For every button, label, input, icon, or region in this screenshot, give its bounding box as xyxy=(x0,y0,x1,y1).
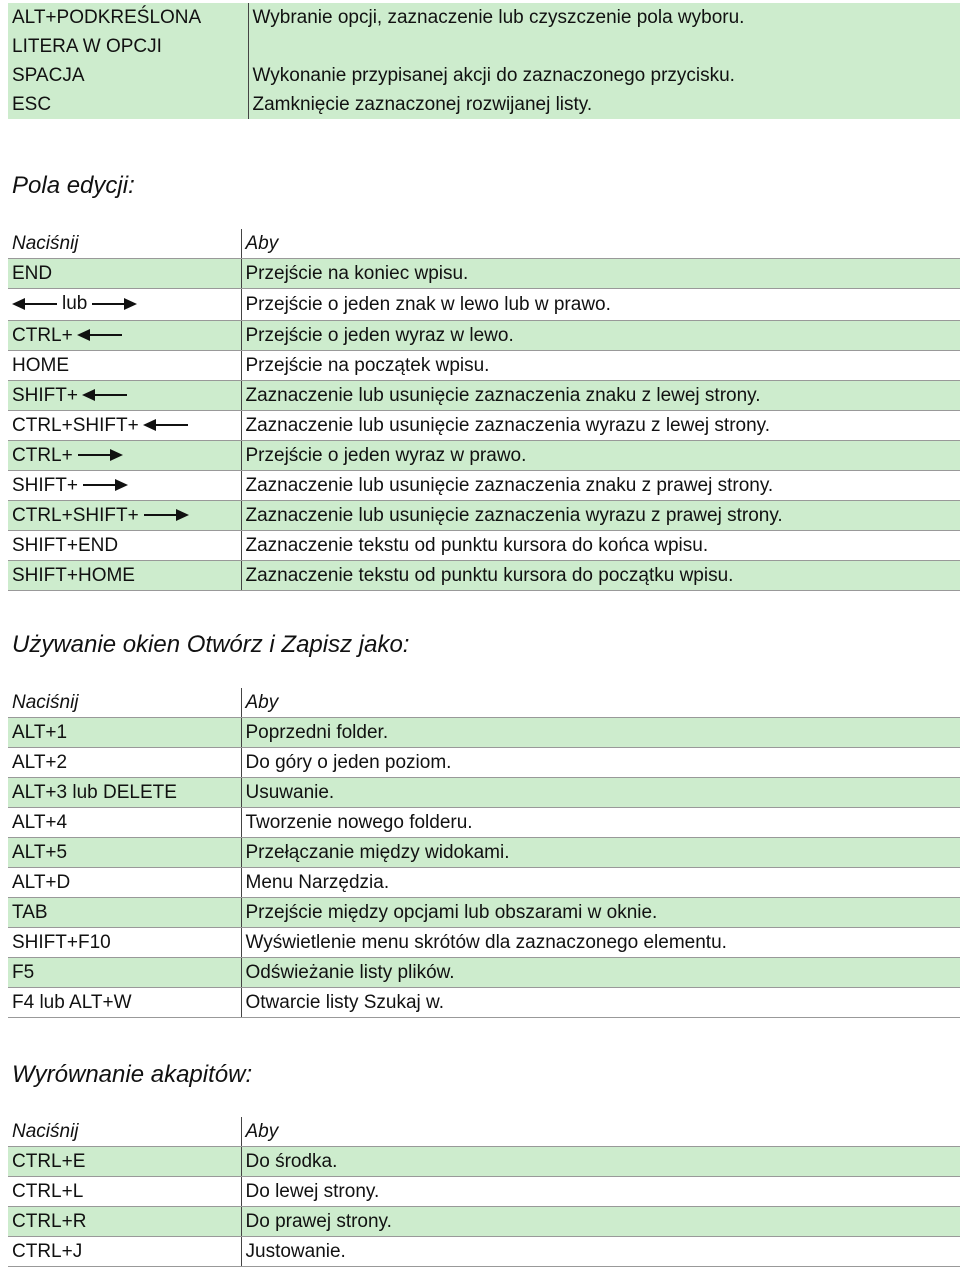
arrow-left-icon xyxy=(143,418,189,432)
table-row xyxy=(8,380,960,410)
table-header-row xyxy=(8,688,960,718)
key-cell: ALT+5 xyxy=(8,838,241,868)
table-header-row xyxy=(8,1117,960,1147)
key-cell xyxy=(8,320,241,350)
key-label: CTRL+ xyxy=(12,444,73,466)
arrow-left-icon xyxy=(82,388,128,402)
table-row xyxy=(8,898,960,928)
arrow-right-icon xyxy=(143,508,189,522)
key-cell xyxy=(8,500,241,530)
key-cell: ALT+4 xyxy=(8,808,241,838)
key-label: CTRL+SHIFT+ xyxy=(12,504,139,526)
desc-cell: Zaznaczenie lub usunięcie zaznaczenia wyrazu z prawej strony. xyxy=(241,500,960,530)
table-header-row xyxy=(8,229,960,259)
key-cell: ALT+3 lub DELETE xyxy=(8,778,241,808)
desc-cell: Do góry o jeden poziom. xyxy=(241,748,960,778)
desc-cell: Przejście o jeden znak w lewo lub w prawo. xyxy=(241,289,960,321)
key-cell: ESC xyxy=(8,90,248,119)
arrow-right-icon xyxy=(82,478,128,492)
desc-cell: Usuwanie. xyxy=(241,778,960,808)
desc-cell: Zamknięcie zaznaczonej rozwijanej listy. xyxy=(248,90,960,119)
table-row xyxy=(8,868,960,898)
key-cell: SHIFT+HOME xyxy=(8,560,241,590)
section-title-akapity: Wyrównanie akapitów: xyxy=(12,1061,253,1088)
desc-cell: Do środka. xyxy=(241,1147,960,1177)
table-row xyxy=(8,500,960,530)
table-row xyxy=(8,320,960,350)
column-header-desc: Aby xyxy=(241,1117,960,1147)
desc-cell: Przejście na koniec wpisu. xyxy=(241,259,960,289)
table-row xyxy=(8,3,960,61)
desc-cell: Zaznaczenie tekstu od punktu kursora do końca wpisu. xyxy=(241,530,960,560)
desc-cell: Przejście o jeden wyraz w lewo. xyxy=(241,320,960,350)
top-shortcut-table xyxy=(8,3,960,119)
table-row xyxy=(8,1147,960,1177)
key-label: CTRL+ xyxy=(12,324,73,346)
desc-cell: Wybranie opcji, zaznaczenie lub czyszczenie pola wyboru. xyxy=(248,3,960,61)
table-row xyxy=(8,778,960,808)
table-row xyxy=(8,1177,960,1207)
key-cell: SPACJA xyxy=(8,61,248,90)
table-row xyxy=(8,1207,960,1237)
akapity-shortcut-table xyxy=(8,1117,960,1267)
table-row xyxy=(8,838,960,868)
desc-cell: Tworzenie nowego folderu. xyxy=(241,808,960,838)
table-row xyxy=(8,350,960,380)
key-cell: CTRL+L xyxy=(8,1177,241,1207)
desc-cell: Otwarcie listy Szukaj w. xyxy=(241,988,960,1018)
key-cell xyxy=(8,380,241,410)
desc-cell: Zaznaczenie lub usunięcie zaznaczenia znaku z lewej strony. xyxy=(241,380,960,410)
column-header-key: Naciśnij xyxy=(8,1117,241,1147)
desc-cell: Menu Narzędzia. xyxy=(241,868,960,898)
desc-cell: Zaznaczenie tekstu od punktu kursora do początku wpisu. xyxy=(241,560,960,590)
table-row xyxy=(8,90,960,119)
table-row xyxy=(8,748,960,778)
desc-cell: Przejście między opcjami lub obszarami w oknie. xyxy=(241,898,960,928)
table-row xyxy=(8,808,960,838)
key-cell xyxy=(8,410,241,440)
key-cell: F4 lub ALT+W xyxy=(8,988,241,1018)
key-cell: SHIFT+END xyxy=(8,530,241,560)
key-cell: CTRL+R xyxy=(8,1207,241,1237)
table-row xyxy=(8,1237,960,1267)
section-title-pola: Pola edycji: xyxy=(12,172,135,199)
key-line: LITERA W OPCJI xyxy=(12,36,162,57)
key-cell xyxy=(8,3,248,61)
key-cell: TAB xyxy=(8,898,241,928)
section-title-okna: Używanie okien Otwórz i Zapisz jako: xyxy=(12,631,410,658)
key-cell: ALT+1 xyxy=(8,718,241,748)
arrow-left-icon xyxy=(77,328,123,342)
desc-cell: Poprzedni folder. xyxy=(241,718,960,748)
desc-cell: Zaznaczenie lub usunięcie zaznaczenia wyrazu z lewej strony. xyxy=(241,410,960,440)
desc-cell: Zaznaczenie lub usunięcie zaznaczenia znaku z prawej strony. xyxy=(241,470,960,500)
key-line: ALT+PODKREŚLONA xyxy=(12,7,202,28)
key-cell xyxy=(8,470,241,500)
okna-shortcut-table xyxy=(8,688,960,1018)
key-cell: CTRL+J xyxy=(8,1237,241,1267)
desc-cell: Wyświetlenie menu skrótów dla zaznaczonego elementu. xyxy=(241,928,960,958)
key-cell: HOME xyxy=(8,350,241,380)
table-row xyxy=(8,289,960,321)
key-cell xyxy=(8,289,241,321)
key-label: SHIFT+ xyxy=(12,474,78,496)
table-row xyxy=(8,560,960,590)
desc-cell: Przełączanie między widokami. xyxy=(241,838,960,868)
desc-cell: Justowanie. xyxy=(241,1237,960,1267)
key-cell xyxy=(8,440,241,470)
key-label: CTRL+SHIFT+ xyxy=(12,414,139,436)
column-header-desc: Aby xyxy=(241,229,960,259)
key-cell: ALT+2 xyxy=(8,748,241,778)
desc-cell: Przejście o jeden wyraz w prawo. xyxy=(241,440,960,470)
key-cell: END xyxy=(8,259,241,289)
table-row xyxy=(8,61,960,90)
table-row xyxy=(8,718,960,748)
pola-shortcut-table xyxy=(8,229,960,591)
key-cell: ALT+D xyxy=(8,868,241,898)
arrow-left-icon xyxy=(12,297,58,311)
desc-cell: Do prawej strony. xyxy=(241,1207,960,1237)
key-label: SHIFT+ xyxy=(12,384,78,406)
desc-cell: Do lewej strony. xyxy=(241,1177,960,1207)
table-row xyxy=(8,958,960,988)
table-row xyxy=(8,410,960,440)
table-row xyxy=(8,470,960,500)
table-row xyxy=(8,259,960,289)
column-header-key: Naciśnij xyxy=(8,688,241,718)
table-row xyxy=(8,988,960,1018)
column-header-key: Naciśnij xyxy=(8,229,241,259)
desc-cell: Wykonanie przypisanej akcji do zaznaczonego przycisku. xyxy=(248,61,960,90)
table-row xyxy=(8,928,960,958)
key-cell: CTRL+E xyxy=(8,1147,241,1177)
key-cell: SHIFT+F10 xyxy=(8,928,241,958)
arrow-right-icon xyxy=(77,448,123,462)
arrow-right-icon xyxy=(91,297,137,311)
table-row xyxy=(8,440,960,470)
desc-cell: Odświeżanie listy plików. xyxy=(241,958,960,988)
column-header-desc: Aby xyxy=(241,688,960,718)
desc-cell: Przejście na początek wpisu. xyxy=(241,350,960,380)
table-row xyxy=(8,530,960,560)
key-label: lub xyxy=(62,293,88,314)
key-cell: F5 xyxy=(8,958,241,988)
